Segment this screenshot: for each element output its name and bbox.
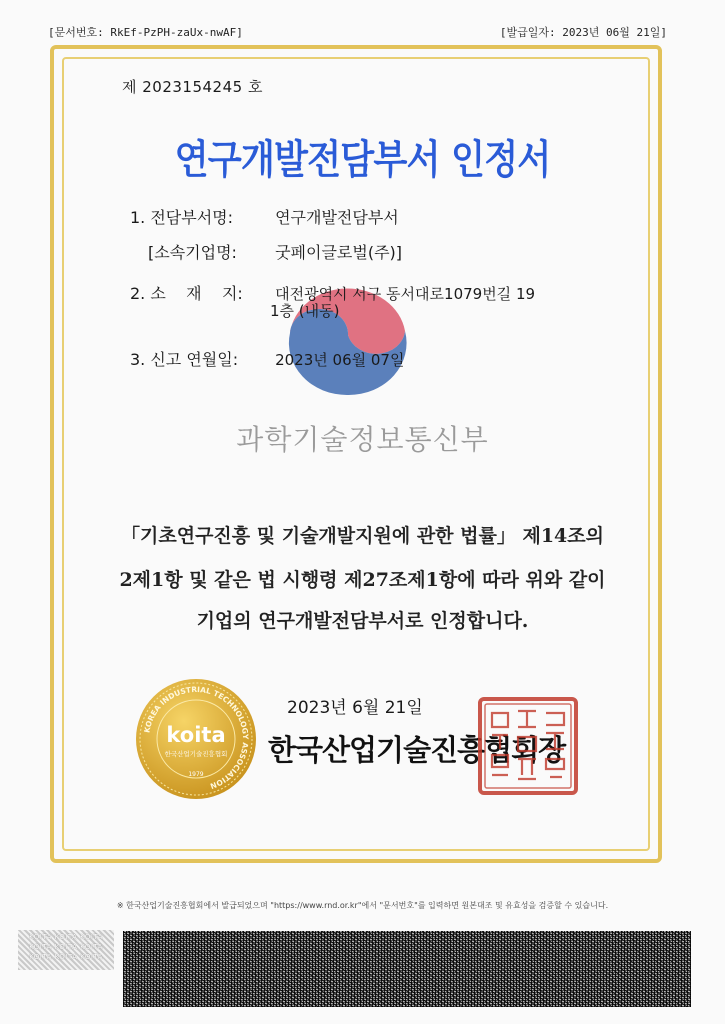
seal-year-text: 1979 bbox=[188, 771, 204, 778]
certificate-title: 연구개발전담부서 인정서 bbox=[174, 137, 551, 183]
issue-date: 2023년 6월 21일 bbox=[287, 698, 423, 718]
field-report-date bbox=[130, 347, 404, 370]
field-value: 연구개발전담부서 bbox=[275, 208, 399, 227]
koita-watermark bbox=[18, 930, 114, 970]
certificate-number: 제 2023154245 호 bbox=[122, 78, 263, 96]
seal-logo-text: koita bbox=[166, 723, 226, 747]
body-line-3: 기업의 연구개발전담부서로 인정합니다. bbox=[196, 610, 529, 632]
field-value: 2023년 06월 07일 bbox=[275, 351, 405, 369]
field-label: 3. 신고 연월일: bbox=[130, 350, 239, 369]
verification-footnote: ※ 한국산업기술진흥협회에서 발급되었으며 "https://www.rnd.or.kr"에서 "문서번호"를 입력하면 원본대조 및 유효성을 검증할 수 있습니다. bbox=[116, 901, 609, 910]
watermark-line: KOITA KOITA KOITA bbox=[29, 933, 103, 941]
red-official-stamp-icon bbox=[478, 697, 578, 795]
field-label: [소속기업명: bbox=[148, 243, 237, 262]
field-label: 1. 전담부서명: bbox=[130, 208, 234, 227]
watermark-line: KOITA KOITA KOITA bbox=[29, 953, 103, 961]
watermark-line: KOITA KOITA KOITA bbox=[29, 943, 103, 951]
field-label: 2. 소 재 지: bbox=[130, 284, 243, 303]
issuer-name: 한국산업기술진흥협회장 bbox=[268, 733, 566, 767]
koita-gold-seal-icon bbox=[135, 678, 257, 800]
field-value: 대전광역시 서구 동서대로1079번길 19 bbox=[275, 285, 536, 303]
field-value: 굿페이글로벌(주)] bbox=[275, 243, 403, 262]
seal-ring-text: KOREA INDUSTRIAL TECHNOLOGY ASSOCIATION bbox=[142, 684, 251, 791]
issue-date-header: [발급일자: 2023년 06월 21일] bbox=[499, 26, 667, 39]
body-line-2: 2제1항 및 같은 법 시행령 제27조제1항에 따라 위와 같이 bbox=[119, 569, 606, 591]
field-company-name bbox=[148, 240, 402, 263]
field-department-name bbox=[130, 205, 399, 228]
seal-sub-text: 한국산업기술진흥협회 bbox=[164, 750, 228, 758]
document-number: [문서번호: RkEf-PzPH-zaUx-nwAF] bbox=[48, 26, 243, 39]
field-address-line2: 1층 (내동) bbox=[270, 302, 340, 320]
ministry-name: 과학기술정보통신부 bbox=[236, 423, 489, 456]
body-line-1: 「기초연구진흥 및 기술개발지원에 관한 법률」 제14조의 bbox=[121, 525, 604, 547]
security-barcode bbox=[123, 931, 691, 1007]
